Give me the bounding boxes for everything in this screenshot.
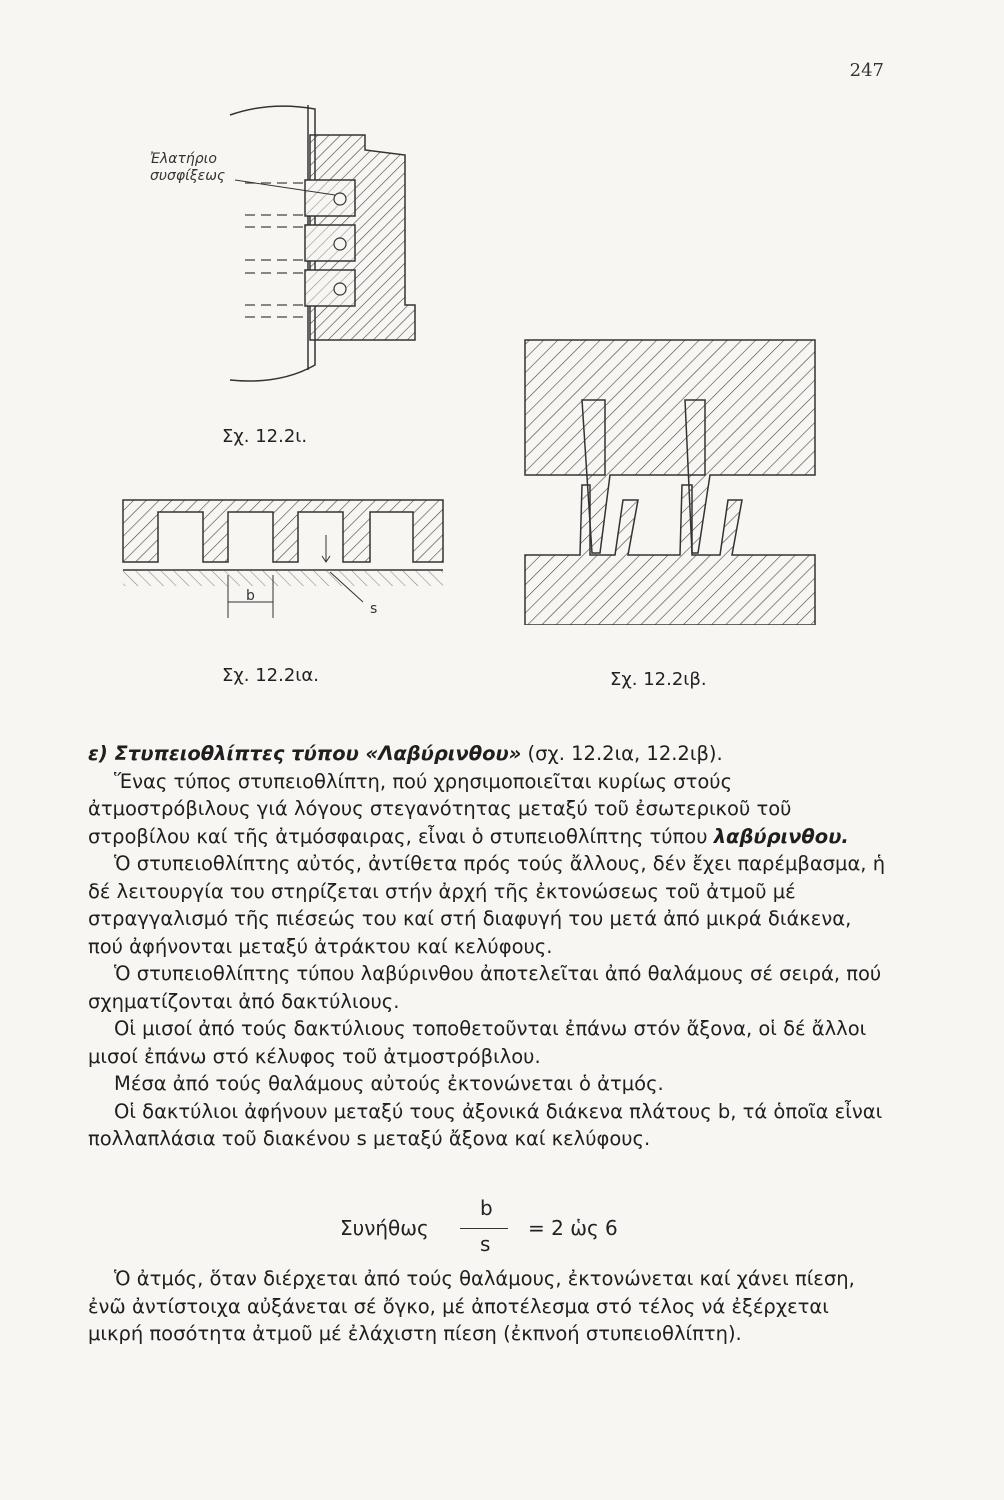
- formula-denominator: s: [480, 1232, 491, 1256]
- caption-fig-12-2ib: Σχ. 12.2ιβ.: [610, 669, 707, 690]
- formula-rhs: = 2 ὡς 6: [528, 1216, 618, 1240]
- formula-lhs: Συνήθως: [340, 1216, 429, 1240]
- section-heading: ε) Στυπειοθλίπτες τύπου «Λαβύρινθου» (σχ. 12.2ια, 12.2ιβ).: [88, 742, 723, 765]
- spring-label-line2: συσφίξεως: [150, 168, 226, 184]
- caption-fig-12-2ia: Σχ. 12.2ια.: [222, 665, 319, 686]
- caption-fig-12-2i: Σχ. 12.2ι.: [222, 426, 308, 447]
- paragraph-1: Ἕνας τύπος στυπειοθλίπτη, πού χρησιμοποιεῖται κυρίως στούς ἀτμοστρόβιλους γιά λόγους στεγανότητας μεταξύ τοῦ ἐσωτερικοῦ τοῦ στροβίλου καί τῆς ἀτμόσφαιρας, εἶναι ὁ στυπειοθλίπτης τύπου λαβύρινθου.: [88, 769, 849, 848]
- paragraph-6: Οἱ δακτύλιοι ἀφήνουν μεταξύ τους ἀξονικά διάκενα πλάτους b, τά ὁποῖα εἶναι πολλαπλάσια τοῦ διακένου s μεταξύ ἄξονα καί κελύφους.: [88, 1099, 883, 1150]
- paragraph-2: Ὁ στυπειοθλίπτης αὐτός, ἀντίθετα πρός τούς ἄλλους, δέν ἔχει παρέμβασμα, ἡ δέ λειτουργία του στηρίζεται στήν ἀρχή τῆς ἐκτονώσεως τοῦ ἀτμοῦ μέ στραγγαλισμό τῆς πιέσεώς του καί στή διαφυγή του μετά ἀπό μικρά διάκενα, πού ἀφήνονται μεταξύ ἀτράκτου καί κελύφους.: [88, 852, 886, 958]
- paragraph-4: Οἱ μισοί ἀπό τούς δακτύλιους τοποθετοῦνται ἐπάνω στόν ἄξονα, οἱ δέ ἄλλοι μισοί ἐπάνω στό κέλυφος τοῦ ἀτμοστρόβιλου.: [88, 1017, 867, 1068]
- formula: [340, 1196, 660, 1266]
- paragraph-5: Μέσα ἀπό τούς θαλάμους αὐτούς ἐκτονώνεται ὁ ἀτμός.: [114, 1072, 664, 1095]
- page-number: 247: [849, 60, 884, 81]
- dimension-s-label: s: [370, 601, 378, 617]
- paragraph-3: Ὁ στυπειοθλίπτης τύπου λαβύρινθου ἀποτελεῖται ἀπό θαλάμους σέ σειρά, πού σχηματίζονται ἀπό δακτύλιους.: [88, 962, 882, 1013]
- figure-12-2ib: [520, 335, 820, 625]
- dimension-b-label: b: [246, 588, 255, 604]
- body-text-end: [88, 1265, 888, 1348]
- formula-numerator: b: [480, 1196, 493, 1220]
- fraction-bar: [460, 1228, 508, 1229]
- figure-12-2i: [120, 95, 430, 425]
- figure-12-2ia: [118, 490, 448, 625]
- paragraph-7: Ὁ ἀτμός, ὅταν διέρχεται ἀπό τούς θαλάμους, ἐκτονώνεται καί χάνει πίεση, ἐνῶ ἀντίστοιχα αὐξάνεται σέ ὄγκο, μέ ἀποτέλεσμα στό τέλος νά ἐξέρχεται μικρή ποσότητα ἀτμοῦ μέ ἐλάχιστη πίεση (ἐκπνοή στυπειοθλίπτη).: [88, 1267, 855, 1345]
- spring-label-line1: Ἐλατήριο: [150, 151, 217, 167]
- body-text: [88, 740, 888, 1153]
